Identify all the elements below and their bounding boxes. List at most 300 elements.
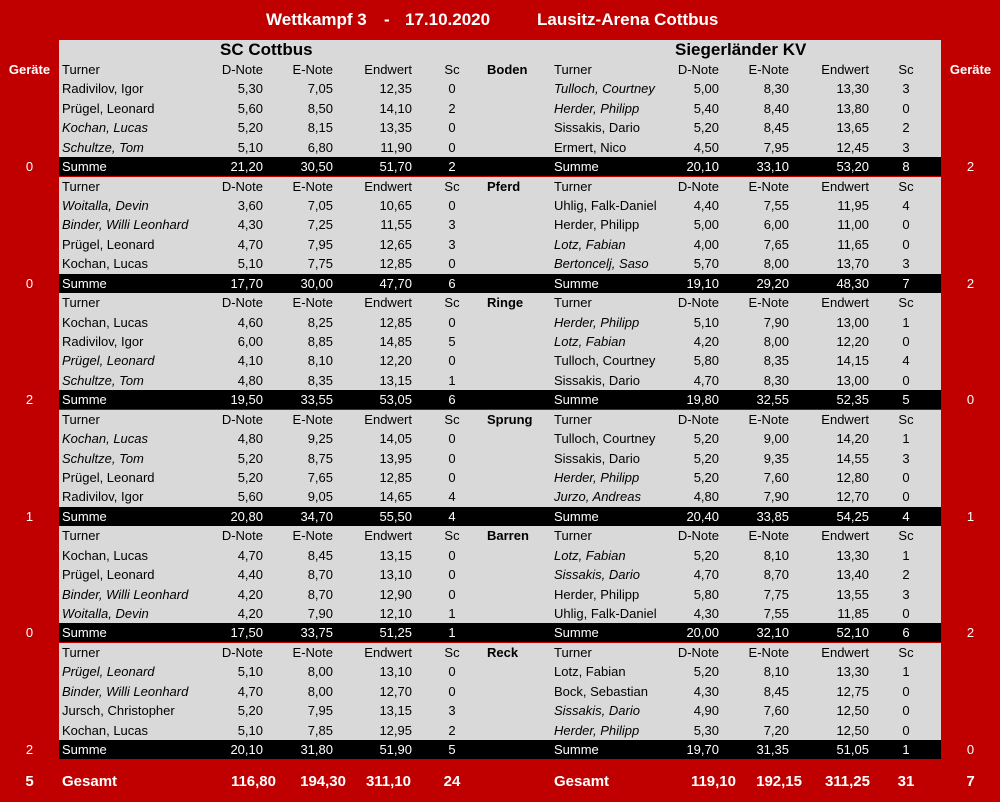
geraete-away-points: 2 [966,159,975,174]
apparatus-name: Pferd [487,178,521,194]
away-athlete-end: 12,50 [836,703,869,719]
away-header-e: E-Note [748,178,789,194]
home-athlete-name: Schultze, Tom [62,139,144,155]
away-athlete-name: Lotz, Fabian [554,334,626,349]
home-athlete-e: 9,05 [307,489,333,505]
away-athlete-sc: 1 [902,314,910,330]
away-summe-e: 33,85 [756,508,789,524]
away-athlete-end: 13,30 [836,81,869,97]
away-athlete-name: Sissakis, Dario [554,372,640,388]
away-athlete-d: 5,20 [693,450,719,466]
away-athlete-e: 8,10 [763,547,789,563]
home-header-e: E-Note [292,178,333,194]
home-summe-label: Summe [62,159,107,174]
away-header-turner: Turner [554,411,592,427]
home-summe-sc: 5 [448,742,456,757]
home-athlete-sc: 0 [448,664,456,680]
home-summe-end: 51,70 [379,159,412,174]
home-athlete-end: 13,95 [379,450,412,466]
away-header-end: Endwert [821,178,869,194]
away-athlete-d: 4,30 [693,606,719,621]
away-summe-d: 20,00 [686,625,719,641]
home-athlete-d: 5,20 [237,470,263,485]
away-athlete-name: Tulloch, Courtney [554,81,655,97]
apparatus-name: Boden [487,62,528,77]
home-athlete-e: 9,25 [307,431,333,447]
home-athlete-e: 8,45 [307,547,333,563]
home-summe-e: 30,50 [300,159,333,174]
apparatus-name: Barren [487,528,529,544]
home-summe-e: 31,80 [300,742,333,757]
home-summe-d: 17,70 [230,275,263,291]
home-athlete-sc: 0 [448,567,456,583]
away-athlete-sc: 0 [902,683,910,699]
home-header-d: D-Note [221,178,263,194]
home-athlete-name: Kochan, Lucas [62,314,149,330]
home-athlete-end: 12,65 [379,236,412,252]
home-athlete-sc: 3 [448,703,456,719]
home-header-d: D-Note [221,528,263,544]
home-summe-e: 33,55 [300,392,333,408]
away-athlete-e: 8,45 [763,683,789,699]
away-summe-d: 19,80 [686,392,719,408]
away-summe-e: 29,20 [756,275,789,291]
away-header-d: D-Note [677,295,719,311]
home-athlete-end: 12,20 [379,353,412,369]
away-athlete-sc: 0 [902,236,910,252]
away-athlete-e: 8,30 [763,81,789,97]
away-athlete-sc: 3 [902,450,910,466]
home-summe-d: 20,80 [230,508,263,524]
home-athlete-e: 8,00 [307,664,333,680]
away-athlete-e: 9,00 [763,431,789,447]
away-athlete-name: Sissakis, Dario [554,120,640,136]
away-summe-end: 52,10 [836,625,869,641]
away-athlete-e: 8,00 [763,334,789,349]
gesamt-away-sc: 31 [897,773,915,790]
home-athlete-end: 14,10 [379,100,412,116]
home-athlete-name: Kochan, Lucas [62,256,149,272]
home-athlete-name: Kochan, Lucas [62,547,149,563]
home-athlete-sc: 0 [448,683,456,699]
home-athlete-e: 8,35 [307,372,333,388]
home-athlete-d: 4,20 [237,606,263,621]
away-summe-label: Summe [554,508,599,524]
away-athlete-e: 7,90 [763,314,789,330]
away-athlete-end: 11,85 [837,606,869,621]
home-header-sc: Sc [444,295,460,311]
away-summe-sc: 4 [902,508,910,524]
home-athlete-name: Woitalla, Devin [62,198,149,213]
away-athlete-e: 7,90 [763,489,789,505]
home-athlete-e: 7,95 [307,703,333,719]
home-athlete-name: Prügel, Leonard [62,470,155,485]
home-athlete-end: 13,10 [379,664,412,680]
home-athlete-e: 7,65 [307,470,333,485]
away-athlete-e: 7,20 [763,722,789,738]
home-header-end: Endwert [364,528,412,544]
away-summe-sc: 5 [902,392,910,408]
away-athlete-end: 11,65 [837,236,869,252]
away-athlete-name: Tulloch, Courtney [554,353,656,369]
gesamt-geraete-home: 5 [25,773,34,790]
event-date: 17.10.2020 [405,10,491,29]
away-summe-d: 19,10 [686,275,719,291]
geraete-home-points: 2 [25,742,34,757]
away-header-e: E-Note [748,645,789,660]
away-athlete-end: 14,20 [836,431,869,447]
away-athlete-e: 8,30 [763,372,789,388]
away-athlete-d: 4,30 [693,683,719,699]
home-athlete-sc: 2 [448,722,456,738]
away-athlete-name: Herder, Philipp [554,314,640,330]
away-summe-sc: 1 [902,742,910,757]
home-athlete-end: 12,35 [379,81,412,97]
away-summe-sc: 6 [902,625,910,641]
away-athlete-end: 12,75 [836,683,869,699]
away-athlete-e: 7,75 [763,586,789,602]
home-summe-end: 55,50 [379,508,412,524]
gesamt-away-d: 119,10 [690,773,736,790]
away-athlete-sc: 2 [902,120,910,136]
home-athlete-sc: 0 [448,470,456,485]
away-athlete-name: Uhlig, Falk-Daniel [554,606,657,621]
home-athlete-d: 5,20 [237,450,263,466]
away-summe-d: 20,40 [686,508,719,524]
home-summe-label: Summe [62,742,107,757]
home-header-turner: Turner [62,528,100,544]
away-header-d: D-Note [677,528,719,544]
away-athlete-end: 13,30 [836,547,869,563]
away-athlete-name: Herder, Philipp [554,217,640,233]
home-athlete-name: Schultze, Tom [62,450,144,466]
home-athlete-e: 7,75 [307,256,333,272]
home-header-turner: Turner [62,178,100,194]
home-athlete-e: 7,95 [307,236,333,252]
home-athlete-sc: 5 [448,334,456,349]
home-athlete-e: 8,70 [307,586,333,602]
gesamt-away-e: 192,15 [756,773,802,790]
home-athlete-end: 13,35 [379,120,412,136]
event-venue: Lausitz-Arena Cottbus [537,10,719,29]
away-athlete-name: Herder, Philipp [554,100,640,116]
home-athlete-d: 5,30 [237,81,263,97]
away-athlete-sc: 3 [902,139,910,155]
away-athlete-sc: 0 [902,334,910,349]
home-athlete-end: 10,65 [379,198,412,213]
away-athlete-d: 5,10 [693,314,719,330]
gesamt-label-home: Gesamt [62,773,118,790]
away-athlete-sc: 1 [902,431,910,447]
home-athlete-end: 13,15 [379,372,412,388]
apparatus-name: Ringe [487,295,524,311]
away-athlete-sc: 0 [902,606,910,621]
home-athlete-end: 13,10 [379,567,412,583]
home-athlete-end: 12,95 [379,722,412,738]
away-athlete-e: 8,00 [763,256,789,272]
away-athlete-name: Herder, Philipp [554,722,640,738]
away-header-sc: Sc [898,178,914,194]
away-header-e: E-Note [748,295,789,311]
away-athlete-e: 8,10 [763,664,789,680]
away-athlete-name: Bertoncelj, Saso [554,256,649,272]
home-athlete-name: Schultze, Tom [62,372,144,388]
away-athlete-sc: 4 [902,353,910,369]
home-athlete-name: Prügel, Leonard [62,664,155,680]
geraete-away-points: 2 [966,625,975,641]
home-summe-e: 33,75 [300,625,333,641]
away-athlete-d: 4,20 [693,334,719,349]
away-athlete-d: 5,20 [693,547,719,563]
geraete-away-points: 2 [966,275,975,291]
home-summe-end: 51,25 [379,625,412,641]
home-athlete-sc: 0 [448,586,456,602]
away-header-sc: Sc [898,528,914,544]
home-athlete-sc: 1 [448,606,456,621]
home-athlete-d: 5,20 [237,120,263,136]
home-athlete-sc: 0 [448,120,456,136]
away-athlete-name: Ermert, Nico [554,139,627,155]
geraete-away-points: 1 [966,508,975,524]
home-header-d: D-Note [221,295,263,311]
away-header-end: Endwert [821,62,869,77]
geraete-home-points: 2 [25,392,34,408]
away-athlete-end: 12,45 [836,139,869,155]
away-team-name: Siegerländer KV [675,40,807,59]
home-header-sc: Sc [444,528,460,544]
home-athlete-sc: 0 [448,139,456,155]
away-athlete-sc: 4 [902,198,910,213]
away-athlete-end: 11,95 [837,198,869,213]
home-header-sc: Sc [444,178,460,194]
home-header-end: Endwert [364,645,412,660]
home-athlete-sc: 4 [448,489,456,505]
home-athlete-end: 12,85 [379,470,412,485]
away-athlete-e: 8,40 [763,100,789,116]
away-athlete-d: 5,40 [693,100,719,116]
away-athlete-name: Sissakis, Dario [554,703,640,719]
home-summe-d: 20,10 [230,742,263,757]
away-athlete-e: 7,95 [763,139,789,155]
home-athlete-end: 11,90 [380,139,412,155]
away-summe-e: 33,10 [756,159,789,174]
home-summe-d: 17,50 [230,625,263,641]
home-athlete-name: Prügel, Leonard [62,353,155,369]
home-summe-sc: 1 [448,625,456,641]
home-athlete-sc: 0 [448,314,456,330]
gesamt-label-away: Gesamt [554,773,610,790]
away-summe-e: 31,35 [756,742,789,757]
apparatus-name: Sprung [487,411,533,427]
home-athlete-end: 12,90 [379,586,412,602]
away-athlete-e: 7,65 [763,236,789,252]
home-summe-sc: 6 [448,275,456,291]
away-athlete-d: 5,00 [693,217,719,233]
away-header-turner: Turner [554,645,592,660]
home-summe-label: Summe [62,508,107,524]
away-athlete-d: 5,30 [693,722,719,738]
home-athlete-sc: 3 [448,236,456,252]
home-header-sc: Sc [444,411,460,427]
away-summe-e: 32,10 [756,625,789,641]
away-summe-label: Summe [554,159,599,174]
away-athlete-e: 7,55 [763,198,789,213]
away-athlete-d: 5,20 [693,664,719,680]
home-header-turner: Turner [62,62,100,77]
away-athlete-end: 13,00 [836,314,869,330]
away-athlete-e: 8,35 [763,353,789,369]
away-athlete-end: 11,00 [837,217,869,233]
home-athlete-name: Binder, Willi Leonhard [62,683,189,699]
away-athlete-e: 8,45 [763,120,789,136]
home-athlete-name: Binder, Willi Leonhard [62,217,189,233]
home-header-sc: Sc [444,62,460,77]
home-header-end: Endwert [364,411,412,427]
home-header-end: Endwert [364,178,412,194]
away-summe-end: 54,25 [836,508,869,524]
away-athlete-end: 12,70 [836,489,869,505]
home-header-end: Endwert [364,295,412,311]
away-athlete-e: 8,70 [763,567,789,583]
away-athlete-sc: 3 [902,256,910,272]
away-athlete-e: 7,60 [763,470,789,485]
away-header-sc: Sc [898,411,914,427]
home-athlete-d: 4,70 [237,683,263,699]
away-athlete-name: Lotz, Fabian [554,664,626,680]
away-summe-label: Summe [554,392,599,408]
away-summe-end: 53,20 [836,159,869,174]
away-athlete-d: 5,00 [693,81,719,97]
away-athlete-d: 5,70 [693,256,719,272]
home-athlete-sc: 0 [448,353,456,369]
home-athlete-d: 4,40 [237,567,263,583]
home-athlete-end: 12,70 [379,683,412,699]
away-summe-end: 48,30 [836,275,869,291]
away-header-end: Endwert [821,645,869,660]
home-header-e: E-Note [292,645,333,660]
away-athlete-end: 13,55 [836,586,869,602]
away-athlete-e: 9,35 [763,450,789,466]
home-athlete-end: 12,10 [379,606,412,621]
away-athlete-end: 13,65 [836,120,869,136]
away-summe-d: 20,10 [686,159,719,174]
home-summe-label: Summe [62,625,107,641]
away-athlete-sc: 2 [902,567,910,583]
home-header-e: E-Note [292,528,333,544]
home-athlete-e: 8,10 [307,353,333,369]
home-header-e: E-Note [292,295,333,311]
away-summe-label: Summe [554,742,599,757]
away-athlete-end: 13,00 [836,372,869,388]
away-summe-label: Summe [554,625,599,641]
home-athlete-name: Prügel, Leonard [62,100,155,116]
away-athlete-e: 6,00 [763,217,789,233]
geraete-label-home: Geräte [8,62,51,77]
away-athlete-sc: 1 [902,664,910,680]
home-athlete-sc: 0 [448,450,456,466]
home-athlete-e: 8,25 [307,314,333,330]
home-athlete-d: 4,60 [237,314,263,330]
home-summe-sc: 2 [448,159,456,174]
home-summe-end: 51,90 [379,742,412,757]
home-athlete-sc: 0 [448,81,456,97]
away-athlete-sc: 0 [902,217,910,233]
away-header-d: D-Note [677,645,719,660]
gesamt-home-d: 116,80 [230,773,276,790]
home-header-turner: Turner [62,411,100,427]
home-athlete-end: 13,15 [379,703,412,719]
away-athlete-end: 13,70 [836,256,869,272]
home-athlete-d: 5,10 [237,139,263,155]
home-header-sc: Sc [444,645,460,660]
away-athlete-end: 12,50 [836,722,869,738]
home-athlete-name: Radivilov, Igor [62,81,144,97]
away-header-e: E-Note [748,411,789,427]
home-athlete-name: Kochan, Lucas [62,120,149,136]
away-header-e: E-Note [748,528,789,544]
away-athlete-sc: 0 [902,470,910,485]
home-summe-sc: 6 [448,392,456,408]
gesamt-home-sc: 24 [443,773,461,790]
away-header-turner: Turner [554,62,592,77]
away-header-sc: Sc [898,295,914,311]
home-athlete-d: 4,80 [237,372,263,388]
home-athlete-name: Prügel, Leonard [62,567,155,583]
gesamt-home-end: 311,10 [365,773,411,790]
home-athlete-e: 8,50 [307,100,333,116]
home-athlete-e: 7,85 [307,722,333,738]
home-athlete-e: 6,80 [307,139,333,155]
home-summe-e: 30,00 [300,275,333,291]
home-summe-sc: 4 [448,508,456,524]
home-header-end: Endwert [364,62,412,77]
away-athlete-d: 4,70 [693,372,719,388]
title-separator: - [384,10,390,29]
away-athlete-d: 5,20 [693,470,719,485]
away-header-turner: Turner [554,178,592,194]
home-athlete-e: 8,15 [307,120,333,136]
away-athlete-d: 4,40 [693,198,719,213]
away-header-d: D-Note [677,411,719,427]
home-athlete-d: 5,10 [237,256,263,272]
home-athlete-d: 4,80 [237,431,263,447]
apparatus-name: Reck [487,645,519,660]
away-athlete-end: 12,80 [836,470,869,485]
home-athlete-end: 14,05 [379,431,412,447]
away-summe-end: 51,05 [836,742,869,757]
away-summe-sc: 8 [902,159,910,174]
away-header-sc: Sc [898,62,914,77]
home-header-turner: Turner [62,295,100,311]
away-athlete-sc: 0 [902,703,910,719]
away-header-e: E-Note [748,62,789,77]
away-summe-end: 52,35 [836,392,869,408]
away-athlete-end: 12,20 [836,334,869,349]
home-athlete-sc: 1 [448,372,456,388]
home-athlete-end: 12,85 [379,256,412,272]
home-athlete-d: 5,60 [237,489,263,505]
away-athlete-e: 7,60 [763,703,789,719]
home-athlete-d: 4,20 [237,586,263,602]
home-athlete-d: 5,60 [237,100,263,116]
home-team-name: SC Cottbus [220,40,313,59]
geraete-away-points: 0 [966,392,975,408]
away-athlete-sc: 0 [902,372,910,388]
home-athlete-name: Prügel, Leonard [62,236,155,252]
geraete-home-points: 0 [25,275,34,291]
home-athlete-name: Radivilov, Igor [62,489,144,505]
away-header-sc: Sc [898,645,914,660]
